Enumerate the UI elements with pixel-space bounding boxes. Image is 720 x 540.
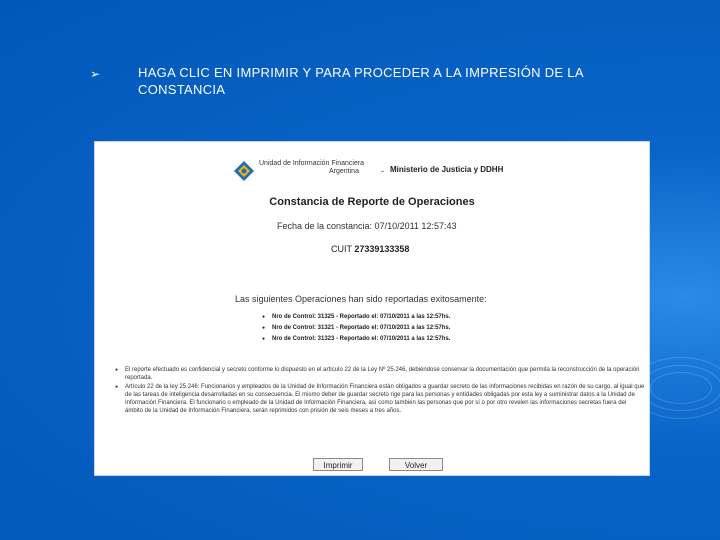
slide-bullet-icon: ➢ [90, 67, 101, 81]
uif-logo-icon [233, 160, 255, 182]
page-header [233, 158, 523, 186]
legal-note: ● Artículo 22 de la ley 25.246: Funcionarios y empleados de la Unidad de Información Financiera están obligados a guardar secreto de las informaciones recibidas en razón de su cargo, al igual que de las tareas de inteligencia desarrolladas en su consecuencia. El mismo deber de guardar secreto rige para las personas y entidades obligadas por esta ley a suministrar datos a la Unidad de Información Financiera. El funcionario o empleado de la Unidad de Información Financiera, así como también las personas que por sí o por otro revelen las informaciones secretas fuera del ámbito de la Unidad de Información Financiera, serán reprimidos con prisión de seis meses a tres años. [115, 383, 645, 415]
org-name [259, 160, 364, 176]
slide-instruction-text: HAGA CLIC EN IMPRIMIR Y PARA PROCEDER A LA IMPRESIÓN DE LA CONSTANCIA [138, 65, 584, 97]
ministry-name: Ministerio de Justicia y DDHH [390, 165, 504, 174]
list-item: ● Nro de Control: 31323 - Reportado el: 07/10/2011 a las 12:57hs. [262, 334, 450, 345]
cuit-value: 27339133358 [354, 244, 410, 254]
constancia-date: Fecha de la constancia: 07/10/2011 12:57:43 [277, 221, 457, 231]
list-item: ● Nro de Control: 31321 - Reportado el: 07/10/2011 a las 12:57hs. [262, 323, 450, 334]
constancia-screenshot [94, 141, 650, 476]
operations-heading: Las siguientes Operaciones han sido reportadas exitosamente: [235, 294, 487, 304]
legal-note: ● El reporte efectuado es confidencial y secreto conforme lo dispuesto en el artículo 22 de la Ley Nº 25.246, debiéndose conservar la documentación que permita la reconstrucción de la operación reportada. [115, 366, 645, 382]
back-button[interactable]: Volver [389, 458, 443, 471]
org-subtitle: Argentina [329, 168, 359, 175]
cuit-line [331, 244, 409, 254]
cuit-label: CUIT [331, 244, 352, 254]
header-separator: - [381, 166, 384, 176]
print-button[interactable]: Imprimir [313, 458, 363, 471]
org-name-text: Unidad de Información Financiera [259, 160, 365, 167]
legal-notes [115, 366, 645, 416]
page-title: Constancia de Reporte de Operaciones [269, 196, 475, 208]
list-item: ● Nro de Control: 31325 - Reportado el: 07/10/2011 a las 12:57hs. [262, 312, 450, 323]
operations-list [262, 312, 450, 345]
